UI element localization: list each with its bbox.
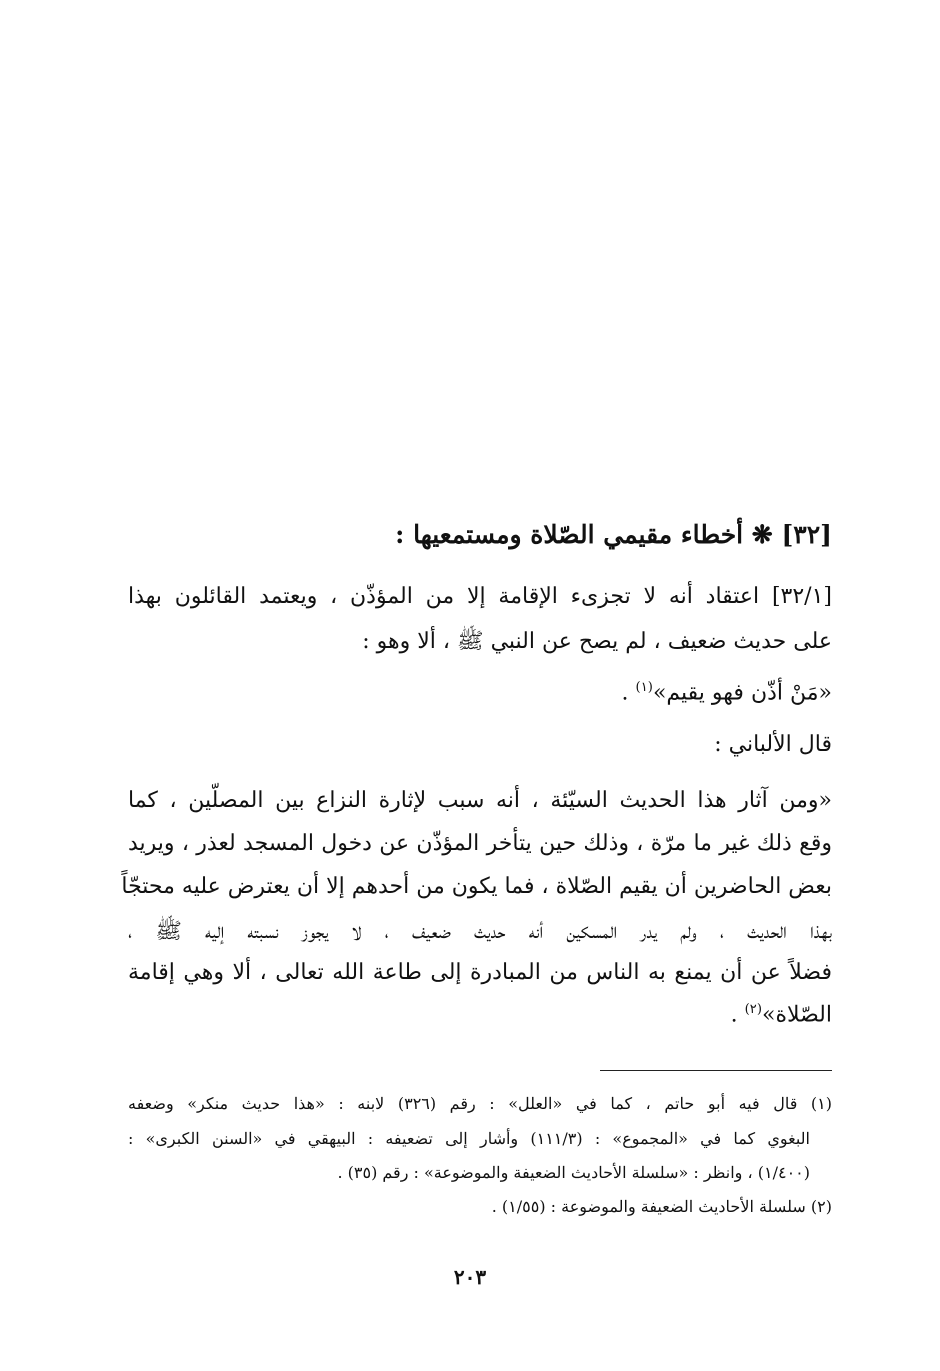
footnote-separator xyxy=(600,1070,832,1071)
quote-line: بهذا الحديث ، ولم يدر المسكين أنه حديث ضعيف ، لا يجوز نسبته إليه ﷺ ، xyxy=(128,919,832,944)
quote-line: «ومن آثار هذا الحديث السيّئة ، أنه سبب لإثارة النزاع بين المصلّين ، كما xyxy=(128,788,832,813)
hadith-quote: «مَنْ أذّن فهو يقيم» xyxy=(652,680,832,706)
footnote-ref: (١) xyxy=(635,680,653,695)
section-heading: [٣٢] ❋ أخطاء مقيمي الصّلاة ومستمعيها : xyxy=(395,520,832,549)
page-number: ٢٠٣ xyxy=(453,1265,487,1289)
footnote-ref: (٢) xyxy=(744,1002,762,1017)
paragraph-line: [٣٢/١] اعتقاد أنه لا تجزىء الإقامة إلا من المؤذّن ، ويعتمد القائلون بهذا xyxy=(128,584,832,609)
quote-end-text: الصّلاة» xyxy=(761,1002,832,1028)
hadith-text xyxy=(622,680,832,705)
quote-line: بعض الحاضرين أن يقيم الصّلاة ، فما يكون من أحدهم إلا أن يعترض عليه محتجّاً xyxy=(121,874,832,899)
quote-line: وقع ذلك غير ما مرّة ، وذلك حين يتأخر المؤذّن عن دخول المسجد لعذر ، ويريد xyxy=(128,831,832,856)
paragraph-line: على حديث ضعيف ، لم يصح عن النبي ﷺ ، ألا وهو : xyxy=(362,629,832,654)
footnote-line: (١) قال فيه أبو حاتم ، كما في «العلل» : رقم (٣٢٦) لابنه : «هذا حديث منكر» وضعفه xyxy=(128,1094,832,1113)
hadith-end: . xyxy=(621,680,636,706)
footnote-line: (١/٤٠٠) ، وانظر : «سلسلة الأحاديث الضعيفة والموضوعة» : رقم (٣٥) . xyxy=(337,1163,810,1182)
footnote-line: (٢) سلسلة الأحاديث الضعيفة والموضوعة : (١/٥٥) . xyxy=(491,1197,832,1216)
quote-end: . xyxy=(730,1002,745,1028)
albani-label: قال الألباني : xyxy=(714,732,832,757)
quote-line: فضلاً عن أن يمنع به الناس من المبادرة إلى طاعة الله تعالى ، ألا وهي إقامة xyxy=(128,960,832,985)
footnote-line: البغوي كما في «المجموع» : (١١١/٣) وأشار إلى تضعيفه : البيهقي في «السنن الكبرى» : xyxy=(128,1129,810,1148)
quote-line xyxy=(731,1002,832,1027)
